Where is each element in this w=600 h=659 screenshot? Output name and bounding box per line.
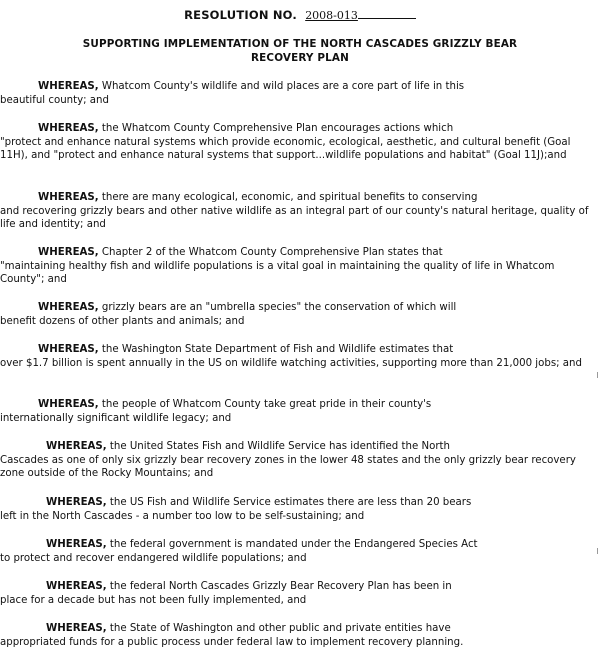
clause-body: beautiful county; and bbox=[0, 94, 109, 106]
resolution-title bbox=[0, 38, 600, 65]
whereas-clause-1 bbox=[0, 80, 598, 107]
whereas-clause-9 bbox=[0, 496, 598, 523]
clause-keyword: WHEREAS, bbox=[46, 581, 107, 592]
whereas-clause-3 bbox=[0, 191, 598, 232]
scan-speck bbox=[597, 372, 598, 378]
clause-body: left in the North Cascades - a number too low to be self-sustaining; and bbox=[0, 510, 365, 522]
whereas-clause-12 bbox=[0, 622, 598, 649]
resolution-number-blank bbox=[358, 9, 416, 19]
clause-first-line: the Whatcom County Comprehensive Plan encourages actions which bbox=[101, 123, 454, 134]
clause-first-line: grizzly bears are an "umbrella species" the conservation of which will bbox=[101, 302, 457, 313]
resolution-title-line-1: SUPPORTING IMPLEMENTATION OF THE NORTH CASCADES GRIZZLY BEAR bbox=[82, 38, 518, 50]
whereas-clause-6 bbox=[0, 343, 598, 370]
clause-first-line: Chapter 2 of the Whatcom County Comprehensive Plan states that bbox=[101, 247, 443, 258]
clause-body: "maintaining healthy fish and wildlife populations is a vital goal in maintaining the quality of life in Whatcom County"; and bbox=[0, 260, 555, 286]
clause-keyword: WHEREAS, bbox=[38, 192, 99, 203]
clause-body: place for a decade but has not been fully implemented, and bbox=[0, 594, 307, 606]
clause-keyword: WHEREAS, bbox=[46, 539, 107, 550]
whereas-clause-10 bbox=[0, 538, 598, 565]
clause-first-line: the people of Whatcom County take great pride in their county's bbox=[101, 399, 432, 410]
whereas-clause-11 bbox=[0, 580, 598, 607]
clause-keyword: WHEREAS, bbox=[46, 441, 107, 452]
clause-keyword: WHEREAS, bbox=[46, 497, 107, 508]
resolution-number: 2008-013 bbox=[305, 9, 358, 22]
clause-keyword: WHEREAS, bbox=[38, 344, 99, 355]
clause-first-line: the United States Fish and Wildlife Service has identified the North bbox=[109, 441, 450, 452]
clause-keyword: WHEREAS, bbox=[38, 123, 99, 134]
clause-keyword: WHEREAS, bbox=[38, 81, 99, 92]
clause-first-line: the State of Washington and other public and private entities have bbox=[109, 623, 451, 634]
clause-keyword: WHEREAS, bbox=[38, 302, 99, 313]
clause-keyword: WHEREAS, bbox=[38, 247, 99, 258]
whereas-clause-2 bbox=[0, 122, 598, 163]
resolution-heading bbox=[0, 8, 600, 22]
scan-speck bbox=[597, 548, 598, 554]
whereas-clause-4 bbox=[0, 246, 598, 287]
clause-first-line: the Washington State Department of Fish and Wildlife estimates that bbox=[101, 344, 454, 355]
clause-first-line: the federal government is mandated under the Endangered Species Act bbox=[109, 539, 478, 550]
whereas-clause-7 bbox=[0, 398, 598, 425]
clause-body: "protect and enhance natural systems which provide economic, ecological, aesthetic, and cultural benefit (Goal 11H), and "protect and enhance natural systems that support...wildlife populations and habitat" (Goal 11J);and bbox=[0, 136, 571, 162]
clause-body: and recovering grizzly bears and other native wildlife as an integral part of our county's natural heritage, quality of life and identity; and bbox=[0, 205, 589, 231]
clause-first-line: there are many ecological, economic, and spiritual benefits to conserving bbox=[101, 192, 478, 203]
clause-first-line: the US Fish and Wildlife Service estimates there are less than 20 bears bbox=[109, 497, 472, 508]
resolution-title-line-2: RECOVERY PLAN bbox=[251, 51, 349, 64]
clause-keyword: WHEREAS, bbox=[38, 399, 99, 410]
clause-first-line: Whatcom County's wildlife and wild places are a core part of life in this bbox=[101, 81, 465, 92]
clause-body: benefit dozens of other plants and animals; and bbox=[0, 315, 245, 327]
clause-body: internationally significant wildlife legacy; and bbox=[0, 412, 232, 424]
clause-body: appropriated funds for a public process under federal law to implement recovery planning. bbox=[0, 636, 464, 648]
clause-body: to protect and recover endangered wildlife populations; and bbox=[0, 552, 307, 564]
whereas-clause-8 bbox=[0, 440, 598, 481]
clause-keyword: WHEREAS, bbox=[46, 623, 107, 634]
clause-body: over $1.7 billion is spent annually in the US on wildlife watching activities, supporting more than 21,000 jobs; and bbox=[0, 357, 582, 369]
whereas-clause-5 bbox=[0, 301, 598, 328]
resolution-label: RESOLUTION NO. bbox=[184, 8, 297, 22]
clause-first-line: the federal North Cascades Grizzly Bear Recovery Plan has been in bbox=[109, 581, 452, 592]
clause-body: Cascades as one of only six grizzly bear recovery zones in the lower 48 states and the only grizzly bear recovery zone outside of the Rocky Mountains; and bbox=[0, 454, 576, 480]
